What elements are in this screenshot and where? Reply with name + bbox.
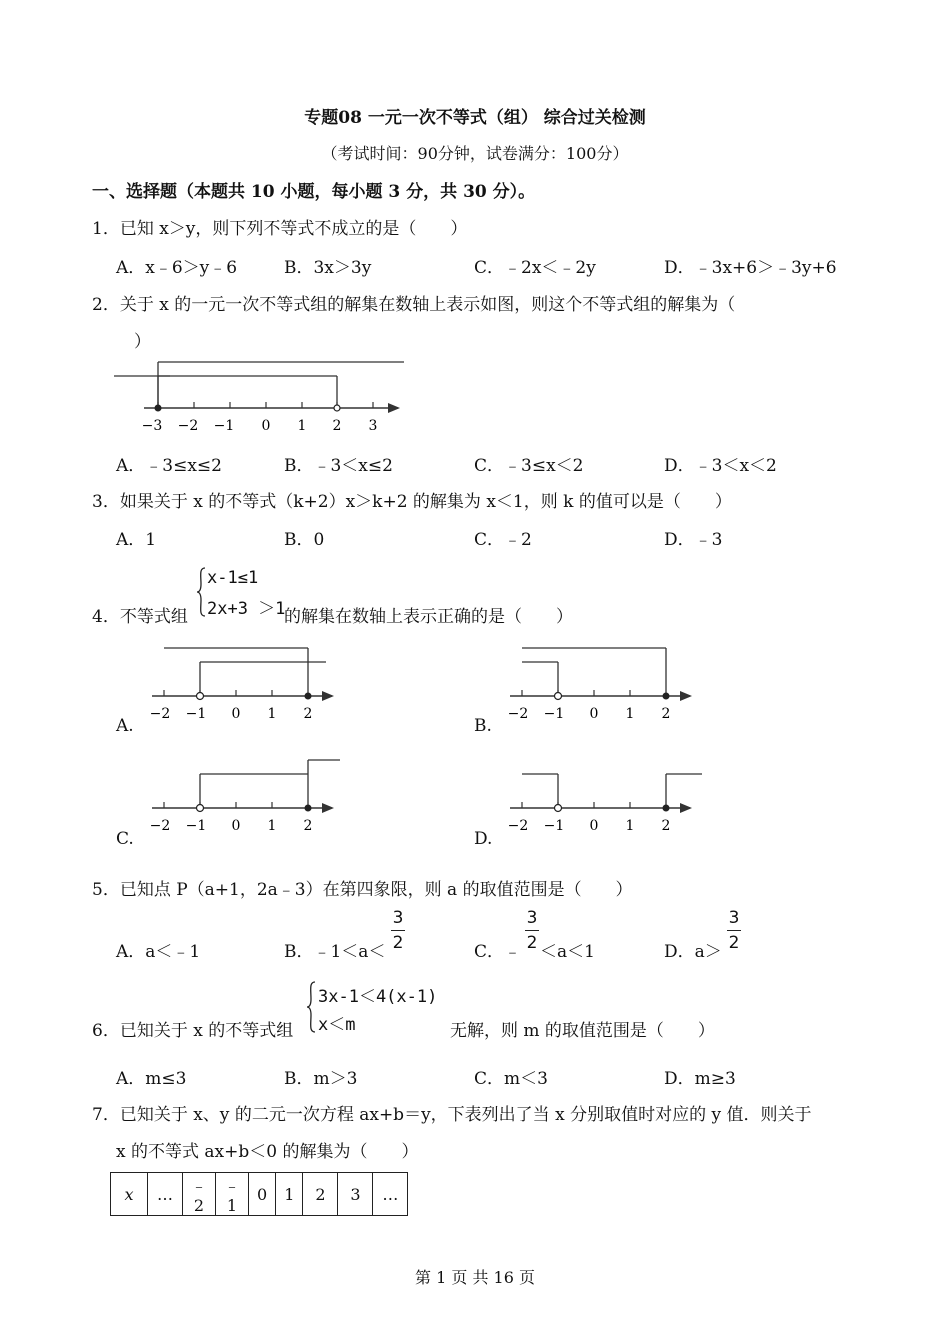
q4-option-c[interactable]: C.: [116, 829, 134, 849]
svg-text:2: 2: [303, 706, 313, 722]
q4-option-d[interactable]: D.: [474, 829, 493, 849]
q6-option-a[interactable]: A．m≤3: [116, 1069, 187, 1089]
q4-option-a[interactable]: A.: [116, 716, 134, 736]
tick-label: 1: [297, 418, 307, 434]
svg-text:−1: −1: [543, 706, 565, 722]
table-cell: 2: [303, 1173, 338, 1216]
q6-option-b[interactable]: B．m＞3: [284, 1069, 358, 1089]
q2-option-d[interactable]: D．﹣3＜x＜2: [664, 456, 777, 476]
q5-option-b[interactable]: B．﹣1＜a＜: [284, 942, 386, 962]
q2-number-line: [108, 352, 408, 440]
tick-label: 3: [368, 418, 378, 434]
q5-option-c-end[interactable]: ＜a＜1: [540, 942, 595, 962]
q3-option-a[interactable]: A．1: [116, 530, 157, 550]
svg-text:−2: −2: [507, 706, 529, 722]
q6-option-d[interactable]: D．m≥3: [664, 1069, 736, 1089]
q4-inequality-2: 2x+3 ＞1: [207, 599, 286, 619]
q1-option-b[interactable]: B．3x＞3y: [284, 258, 372, 278]
q5-option-a[interactable]: A．a＜﹣1: [116, 942, 201, 962]
svg-text:0: 0: [589, 818, 599, 834]
q4-stem-start: 4．不等式组: [92, 607, 188, 627]
svg-text:1: 1: [267, 706, 277, 722]
tick-label: 2: [332, 418, 342, 434]
q3-option-d[interactable]: D．﹣3: [664, 530, 723, 550]
table-cell: …: [373, 1173, 408, 1216]
q6-option-c[interactable]: C．m＜3: [474, 1069, 548, 1089]
table-cell: …: [148, 1173, 183, 1216]
svg-text:2: 2: [661, 818, 671, 834]
table-cell: ﹣2: [183, 1173, 216, 1216]
q2-option-a[interactable]: A．﹣3≤x≤2: [116, 456, 222, 476]
tick-label: −3: [141, 418, 163, 434]
q7-stem-line2: x 的不等式 ax+b＜0 的解集为（ ）: [116, 1142, 419, 1162]
q6-inequality-1: 3x-1＜4(x-1): [318, 987, 438, 1007]
q6-stem-start: 6．已知关于 x 的不等式组: [92, 1021, 294, 1041]
table-cell: 1: [276, 1173, 303, 1216]
svg-text:2: 2: [661, 706, 671, 722]
q4-inequality-1: x-1≤1: [207, 568, 259, 588]
brace-icon: [196, 566, 206, 618]
page-number: 第 1 页 共 16 页: [415, 1268, 535, 1287]
q1-option-c[interactable]: C．﹣2x＜﹣2y: [474, 258, 596, 278]
q6-stem-end: 无解，则 m 的取值范围是（ ）: [450, 1021, 715, 1041]
tick-label: −2: [177, 418, 199, 434]
q4-diagram-c[interactable]: [140, 752, 350, 838]
table-cell: 0: [249, 1173, 276, 1216]
q2-option-c[interactable]: C．﹣3≤x＜2: [474, 456, 584, 476]
svg-text:−2: −2: [149, 818, 171, 834]
q5-stem: 5．已知点 P（a+1，2a﹣3）在第四象限，则 a 的取值范围是（ ）: [92, 880, 633, 900]
page-title: 专题08 一元一次不等式（组） 综合过关检测: [304, 108, 646, 128]
q4-diagram-a[interactable]: [140, 640, 350, 726]
svg-text:−2: −2: [149, 706, 171, 722]
q3-option-c[interactable]: C．﹣2: [474, 530, 532, 550]
svg-text:−1: −1: [185, 818, 207, 834]
svg-text:0: 0: [231, 818, 241, 834]
q1-option-a[interactable]: A．x﹣6＞y﹣6: [116, 258, 238, 278]
svg-text:1: 1: [267, 818, 277, 834]
tick-label: −1: [213, 418, 235, 434]
svg-text:0: 0: [589, 706, 599, 722]
table-cell: x: [111, 1173, 148, 1216]
q1-option-d[interactable]: D．﹣3x+6＞﹣3y+6: [664, 258, 837, 278]
q2-stem: 2．关于 x 的一元一次不等式组的解集在数轴上表示如图，则这个不等式组的解集为（: [92, 295, 736, 315]
q5-option-d[interactable]: D．a＞: [664, 942, 722, 962]
q2-option-b[interactable]: B．﹣3＜x≤2: [284, 456, 393, 476]
q4-diagram-d[interactable]: [498, 752, 708, 838]
q4-diagram-b[interactable]: [498, 640, 708, 726]
closed-point: [155, 405, 162, 412]
fraction: 3 2: [392, 908, 404, 953]
fraction: 3 2: [728, 908, 740, 953]
svg-text:1: 1: [625, 706, 635, 722]
q7-stem: 7．已知关于 x、y 的二元一次方程 ax+b＝y，下表列出了当 x 分别取值时对应的 y 值．则关于: [92, 1105, 812, 1125]
q6-inequality-2: x＜m: [318, 1015, 356, 1035]
q4-option-b[interactable]: B.: [474, 716, 492, 736]
svg-text:2: 2: [303, 818, 313, 834]
table-cell: ﹣1: [216, 1173, 249, 1216]
svg-text:−2: −2: [507, 818, 529, 834]
svg-text:0: 0: [231, 706, 241, 722]
value-table: [110, 1172, 408, 1216]
brace-icon: [306, 980, 316, 1034]
q1-stem: 1．已知 x＞y，则下列不等式不成立的是（ ）: [92, 219, 468, 239]
q2-stem-end: ）: [134, 332, 151, 352]
svg-text:−1: −1: [543, 818, 565, 834]
svg-text:−1: −1: [185, 706, 207, 722]
q4-stem-end: 的解集在数轴上表示正确的是（ ）: [284, 607, 573, 627]
svg-text:1: 1: [625, 818, 635, 834]
q5-option-c-start[interactable]: C．﹣: [474, 942, 522, 962]
section-heading: 一、选择题（本题共 10 小题，每小题 3 分，共 30 分）。: [92, 182, 536, 202]
open-point: [334, 405, 340, 411]
table-row: [111, 1173, 408, 1216]
q3-stem: 3．如果关于 x 的不等式（k+2）x＞k+2 的解集为 x＜1，则 k 的值可以是（ ）: [92, 492, 732, 512]
q3-option-b[interactable]: B．0: [284, 530, 325, 550]
exam-info: （考试时间：90分钟，试卷满分：100分）: [321, 144, 629, 163]
table-cell: 3: [338, 1173, 373, 1216]
tick-label: 0: [261, 418, 271, 434]
fraction: 3 2: [526, 908, 538, 953]
